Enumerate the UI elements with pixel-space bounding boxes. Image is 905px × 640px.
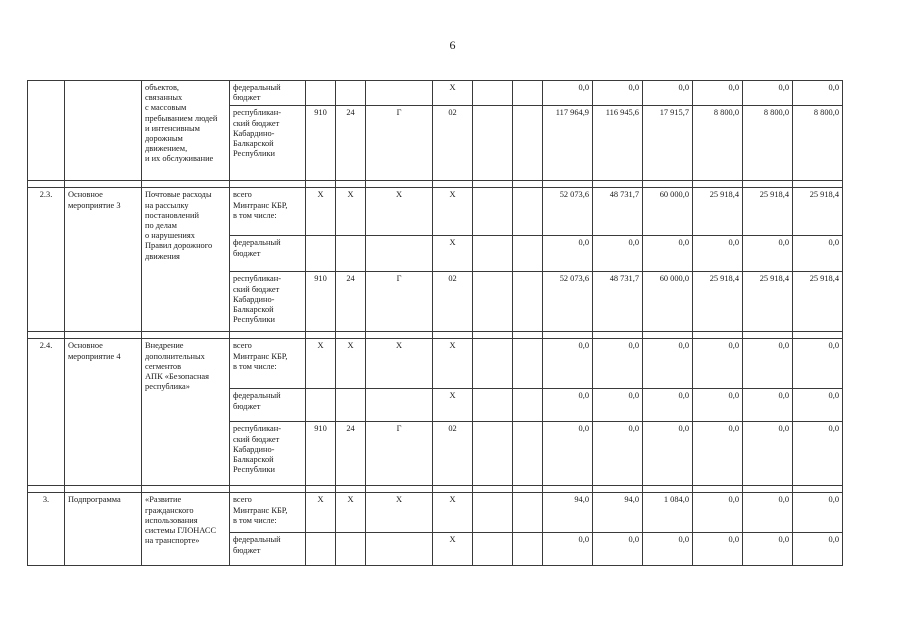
amount-cell: 25 918,4 [793, 188, 843, 236]
amount-cell: 52 073,6 [543, 188, 593, 236]
amount-cell: 0,0 [593, 339, 643, 389]
separator-cell [65, 181, 142, 188]
amount-cell: 0,0 [693, 339, 743, 389]
amount-cell: 25 918,4 [693, 272, 743, 332]
csr-cell: X [366, 493, 433, 533]
separator-cell [513, 181, 543, 188]
amount-cell: 0,0 [593, 422, 643, 486]
vr-cell: X [433, 339, 473, 389]
csr-cell [366, 81, 433, 106]
separator-cell [230, 486, 306, 493]
amount-cell: 1 084,0 [643, 493, 693, 533]
separator-cell [433, 332, 473, 339]
separator-cell [142, 181, 230, 188]
amount-cell: 0,0 [543, 533, 593, 566]
empty-cell [473, 389, 513, 422]
separator-cell [366, 181, 433, 188]
rzpr-cell: X [336, 493, 366, 533]
csr-cell: X [366, 188, 433, 236]
amount-cell: 0,0 [793, 339, 843, 389]
separator-cell [473, 332, 513, 339]
separator-cell [336, 332, 366, 339]
status-cell: Подпрограмма [65, 493, 142, 566]
amount-cell: 0,0 [643, 422, 693, 486]
empty-cell [513, 236, 543, 272]
grbs-cell [306, 389, 336, 422]
amount-cell: 94,0 [543, 493, 593, 533]
rzpr-cell: 24 [336, 422, 366, 486]
empty-cell [473, 493, 513, 533]
amount-cell: 0,0 [643, 236, 693, 272]
separator-cell [743, 181, 793, 188]
csr-cell: Г [366, 422, 433, 486]
rzpr-cell: X [336, 188, 366, 236]
separator-cell [65, 486, 142, 493]
separator-cell [230, 332, 306, 339]
amount-cell: 0,0 [743, 533, 793, 566]
empty-cell [513, 493, 543, 533]
amount-cell: 0,0 [743, 236, 793, 272]
row-separator [28, 332, 843, 339]
separator-cell [543, 181, 593, 188]
grbs-cell: 910 [306, 106, 336, 181]
separator-cell [693, 486, 743, 493]
amount-cell: 0,0 [743, 81, 793, 106]
empty-cell [513, 533, 543, 566]
grbs-cell: X [306, 493, 336, 533]
page-number: 6 [449, 38, 456, 52]
funding-source-cell: республикан- ский бюджет Кабардино- Балкарской Республики [230, 422, 306, 486]
amount-cell: 0,0 [593, 389, 643, 422]
separator-cell [28, 332, 65, 339]
separator-cell [743, 486, 793, 493]
rzpr-cell [336, 236, 366, 272]
amount-cell: 0,0 [543, 339, 593, 389]
amount-cell: 0,0 [793, 389, 843, 422]
empty-cell [473, 81, 513, 106]
amount-cell: 0,0 [793, 493, 843, 533]
amount-cell: 0,0 [643, 389, 693, 422]
row-separator [28, 181, 843, 188]
grbs-cell: X [306, 188, 336, 236]
empty-cell [513, 81, 543, 106]
amount-cell: 0,0 [793, 236, 843, 272]
separator-cell [513, 332, 543, 339]
table-row [28, 81, 843, 106]
amount-cell: 0,0 [793, 81, 843, 106]
amount-cell: 117 964,9 [543, 106, 593, 181]
separator-cell [643, 181, 693, 188]
separator-cell [793, 332, 843, 339]
row-number-cell: 2.4. [28, 339, 65, 486]
funding-source-cell: федеральный бюджет [230, 389, 306, 422]
amount-cell: 0,0 [743, 389, 793, 422]
csr-cell: Г [366, 272, 433, 332]
amount-cell: 0,0 [743, 339, 793, 389]
separator-cell [473, 181, 513, 188]
amount-cell: 0,0 [693, 422, 743, 486]
amount-cell: 0,0 [593, 533, 643, 566]
amount-cell: 8 800,0 [793, 106, 843, 181]
empty-cell [473, 272, 513, 332]
separator-cell [306, 181, 336, 188]
amount-cell: 0,0 [593, 81, 643, 106]
vr-cell: 02 [433, 272, 473, 332]
separator-cell [643, 332, 693, 339]
separator-cell [693, 332, 743, 339]
rzpr-cell [336, 533, 366, 566]
amount-cell: 8 800,0 [743, 106, 793, 181]
separator-cell [543, 486, 593, 493]
funding-source-cell: федеральный бюджет [230, 533, 306, 566]
status-cell: Основное мероприятие 3 [65, 188, 142, 332]
amount-cell: 0,0 [793, 533, 843, 566]
rzpr-cell [336, 389, 366, 422]
funding-source-cell: федеральный бюджет [230, 81, 306, 106]
grbs-cell: X [306, 339, 336, 389]
amount-cell: 60 000,0 [643, 272, 693, 332]
separator-cell [142, 486, 230, 493]
rzpr-cell: X [336, 339, 366, 389]
grbs-cell: 910 [306, 422, 336, 486]
empty-cell [473, 533, 513, 566]
funding-source-cell: федеральный бюджет [230, 236, 306, 272]
empty-cell [473, 188, 513, 236]
vr-cell: 02 [433, 106, 473, 181]
separator-cell [28, 181, 65, 188]
amount-cell: 25 918,4 [793, 272, 843, 332]
rzpr-cell [336, 81, 366, 106]
separator-cell [593, 181, 643, 188]
row-number-cell: 2.3. [28, 188, 65, 332]
row-separator [28, 486, 843, 493]
csr-cell [366, 236, 433, 272]
separator-cell [593, 332, 643, 339]
amount-cell: 0,0 [543, 236, 593, 272]
program-name-cell: Почтовые расходы на рассылку постановлений по делам о нарушениях Правил дорожного движения [142, 188, 230, 332]
separator-cell [366, 332, 433, 339]
separator-cell [306, 486, 336, 493]
separator-cell [65, 332, 142, 339]
separator-cell [433, 181, 473, 188]
amount-cell: 0,0 [643, 339, 693, 389]
vr-cell: X [433, 533, 473, 566]
separator-cell [513, 486, 543, 493]
separator-cell [643, 486, 693, 493]
empty-cell [513, 106, 543, 181]
separator-cell [306, 332, 336, 339]
rzpr-cell: 24 [336, 106, 366, 181]
table-row [28, 493, 843, 533]
amount-cell: 0,0 [543, 81, 593, 106]
amount-cell: 0,0 [743, 493, 793, 533]
amount-cell: 0,0 [793, 422, 843, 486]
csr-cell [366, 533, 433, 566]
status-cell: Основное мероприятие 4 [65, 339, 142, 486]
rzpr-cell: 24 [336, 272, 366, 332]
csr-cell: X [366, 339, 433, 389]
separator-cell [593, 486, 643, 493]
funding-source-cell: республикан- ский бюджет Кабардино- Балкарской Республики [230, 106, 306, 181]
grbs-cell: 910 [306, 272, 336, 332]
amount-cell: 116 945,6 [593, 106, 643, 181]
vr-cell: X [433, 389, 473, 422]
empty-cell [473, 422, 513, 486]
program-name-cell: «Развитие гражданского использования системы ГЛОНАСС на транспорте» [142, 493, 230, 566]
funding-source-cell: всего Минтранс КБР, в том числе: [230, 339, 306, 389]
vr-cell: X [433, 188, 473, 236]
amount-cell: 25 918,4 [743, 188, 793, 236]
grbs-cell [306, 236, 336, 272]
empty-cell [513, 389, 543, 422]
separator-cell [793, 486, 843, 493]
amount-cell: 0,0 [743, 422, 793, 486]
amount-cell: 0,0 [543, 389, 593, 422]
separator-cell [693, 181, 743, 188]
separator-cell [336, 181, 366, 188]
empty-cell [473, 339, 513, 389]
separator-cell [28, 486, 65, 493]
amount-cell: 0,0 [693, 533, 743, 566]
empty-cell [473, 236, 513, 272]
funding-source-cell: всего Минтранс КБР, в том числе: [230, 188, 306, 236]
row-number-cell: 3. [28, 493, 65, 566]
separator-cell [543, 332, 593, 339]
amount-cell: 0,0 [693, 236, 743, 272]
grbs-cell [306, 533, 336, 566]
amount-cell: 94,0 [593, 493, 643, 533]
separator-cell [793, 181, 843, 188]
table-row [28, 339, 843, 389]
amount-cell: 60 000,0 [643, 188, 693, 236]
empty-cell [513, 188, 543, 236]
empty-cell [513, 339, 543, 389]
vr-cell: X [433, 236, 473, 272]
separator-cell [743, 332, 793, 339]
table-row [28, 188, 843, 236]
status-cell [65, 81, 142, 181]
program-name-cell: Внедрение дополнительных сегментов АПК «Безопасная республика» [142, 339, 230, 486]
amount-cell: 0,0 [693, 81, 743, 106]
separator-cell [473, 486, 513, 493]
separator-cell [142, 332, 230, 339]
amount-cell: 0,0 [693, 493, 743, 533]
amount-cell: 52 073,6 [543, 272, 593, 332]
budget-table [27, 80, 843, 566]
row-number-cell [28, 81, 65, 181]
funding-source-cell: всего Минтранс КБР, в том числе: [230, 493, 306, 533]
amount-cell: 0,0 [643, 81, 693, 106]
empty-cell [473, 106, 513, 181]
grbs-cell [306, 81, 336, 106]
separator-cell [366, 486, 433, 493]
amount-cell: 25 918,4 [693, 188, 743, 236]
amount-cell: 8 800,0 [693, 106, 743, 181]
funding-source-cell: республикан- ский бюджет Кабардино- Балкарской Республики [230, 272, 306, 332]
separator-cell [230, 181, 306, 188]
vr-cell: 02 [433, 422, 473, 486]
amount-cell: 0,0 [593, 236, 643, 272]
csr-cell [366, 389, 433, 422]
separator-cell [433, 486, 473, 493]
amount-cell: 17 915,7 [643, 106, 693, 181]
separator-cell [336, 486, 366, 493]
amount-cell: 0,0 [693, 389, 743, 422]
vr-cell: X [433, 81, 473, 106]
amount-cell: 0,0 [543, 422, 593, 486]
vr-cell: X [433, 493, 473, 533]
csr-cell: Г [366, 106, 433, 181]
amount-cell: 0,0 [643, 533, 693, 566]
amount-cell: 48 731,7 [593, 188, 643, 236]
empty-cell [513, 272, 543, 332]
amount-cell: 25 918,4 [743, 272, 793, 332]
amount-cell: 48 731,7 [593, 272, 643, 332]
program-name-cell: объектов, связанных с массовым пребыванием людей и интенсивным дорожным движением, и их обслуживание [142, 81, 230, 181]
empty-cell [513, 422, 543, 486]
